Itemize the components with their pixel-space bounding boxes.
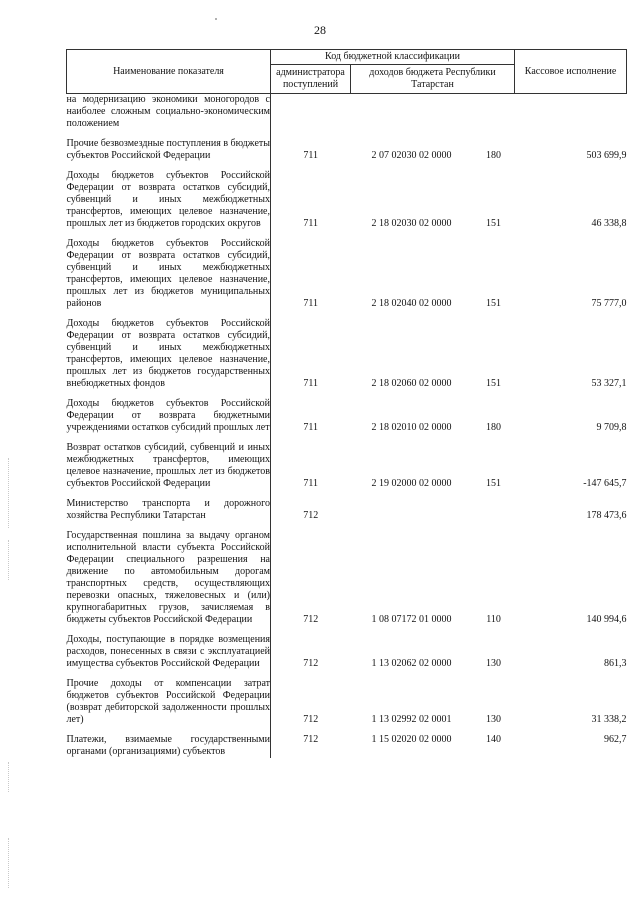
- row-spacer: [67, 390, 627, 398]
- cell-name: Государственная пошлина за выдачу органом исполнительной власти субъекта Российской Федерации специального разрешения на движение по автомобильным дорогам транспортных средств, осуществляющих перевозки опасных, тяжеловесных и (или) крупногабаритных грузов, зачисляемая в бюджеты субъектов Российской Федерации: [66, 530, 270, 625]
- cell-name: Возврат остатков субсидий, субвенций и иных межбюджетных трансфертов, имеющих целевое назначение, прошлых лет из бюджетов субъектов Российской Федерации: [66, 442, 270, 489]
- cell-sub: 180: [486, 150, 502, 161]
- table-row: [67, 498, 627, 522]
- row-spacer: [67, 162, 627, 170]
- cell-amount: 31 338,2: [591, 714, 627, 725]
- margin-mark: [8, 540, 11, 580]
- cell-admin: 711: [303, 378, 319, 389]
- row-spacer: [67, 522, 627, 530]
- cell-admin: 712: [303, 714, 319, 725]
- header-income: доходов бюджета Республики Татарстан: [351, 65, 515, 94]
- cell-sub: 151: [486, 378, 502, 389]
- cell-admin: 712: [303, 734, 319, 745]
- cell-code: 1 15 02020 02 0000: [371, 734, 452, 745]
- row-spacer: [67, 310, 627, 318]
- cell-code: [351, 498, 473, 522]
- spacer-cell: [271, 230, 627, 238]
- row-spacer: [67, 130, 627, 138]
- table-row: [67, 530, 627, 626]
- cell-code: [351, 94, 473, 131]
- cell-admin: 711: [303, 298, 319, 309]
- spacer-cell: [67, 626, 271, 634]
- margin-mark: [8, 458, 11, 528]
- cell-admin: 711: [303, 478, 319, 489]
- cell-code: 2 18 02060 02 0000: [371, 378, 452, 389]
- cell-amount: [515, 94, 627, 131]
- row-spacer: [67, 490, 627, 498]
- cell-name: Прочие доходы от компенсации затрат бюджетов субъектов Российской Федерации (возврат дебиторской задолженности прошлых лет): [66, 678, 270, 725]
- cell-code: 2 07 02030 02 0000: [371, 150, 452, 161]
- table-row: [67, 634, 627, 670]
- spacer-cell: [67, 162, 271, 170]
- cell-name: Платежи, взимаемые государственными органами (организациями) субъектов: [66, 734, 270, 757]
- table-row: [67, 734, 627, 758]
- cell-admin: 711: [303, 150, 319, 161]
- header-admin: администратора поступлений: [271, 65, 351, 94]
- spacer-cell: [271, 522, 627, 530]
- page-number: 28: [314, 23, 326, 37]
- spacer-cell: [271, 626, 627, 634]
- cell-sub: 130: [486, 714, 502, 725]
- cell-sub: 151: [486, 478, 502, 489]
- cell-code: 2 18 02010 02 0000: [371, 422, 452, 433]
- table-row: [67, 170, 627, 230]
- cell-name: Доходы, поступающие в порядке возмещения расходов, понесенных в связи с эксплуатацией имущества субъектов Российской Федерации: [66, 634, 270, 669]
- cell-name: на модернизацию экономики моногородов с наиболее сложным социально-экономическим положением: [66, 94, 270, 129]
- scan-dot: [215, 18, 217, 20]
- table-body: [67, 94, 627, 759]
- spacer-cell: [271, 490, 627, 498]
- spacer-cell: [271, 130, 627, 138]
- spacer-cell: [67, 490, 271, 498]
- spacer-cell: [271, 670, 627, 678]
- cell-sub: [473, 498, 515, 522]
- cell-code: 2 19 02000 02 0000: [371, 478, 452, 489]
- table-row: [67, 678, 627, 726]
- cell-amount: 178 473,6: [586, 510, 627, 521]
- cell-amount: 46 338,8: [591, 218, 627, 229]
- budget-table: [66, 49, 627, 758]
- spacer-cell: [271, 726, 627, 734]
- cell-admin: 711: [303, 422, 319, 433]
- row-spacer: [67, 670, 627, 678]
- spacer-cell: [271, 310, 627, 318]
- cell-amount: 962,7: [604, 734, 627, 745]
- cell-admin: [271, 94, 351, 131]
- cell-name: Доходы бюджетов субъектов Российской Федерации от возврата остатков субсидий, субвенций и иных межбюджетных трансфертов, имеющих целевое назначение, прошлых лет из бюджетов городских округов: [66, 170, 270, 229]
- spacer-cell: [271, 390, 627, 398]
- cell-sub: 180: [486, 422, 502, 433]
- header-name: Наименование показателя: [67, 50, 271, 94]
- spacer-cell: [67, 310, 271, 318]
- cell-amount: 9 709,8: [596, 422, 627, 433]
- spacer-cell: [67, 130, 271, 138]
- cell-sub: 151: [486, 218, 502, 229]
- row-spacer: [67, 230, 627, 238]
- cell-sub: [473, 94, 515, 131]
- cell-sub: 151: [486, 298, 502, 309]
- margin-mark: [8, 838, 11, 888]
- cell-amount: 503 699,9: [586, 150, 627, 161]
- cell-code: 2 18 02040 02 0000: [371, 298, 452, 309]
- spacer-cell: [67, 434, 271, 442]
- cell-sub: 130: [486, 658, 502, 669]
- cell-admin: 712: [303, 658, 319, 669]
- cell-name: Доходы бюджетов субъектов Российской Федерации от возврата бюджетными учреждениями остатков субсидий прошлых лет: [66, 398, 270, 433]
- cell-admin: 712: [303, 510, 319, 521]
- cell-amount: 75 777,0: [591, 298, 627, 309]
- row-spacer: [67, 726, 627, 734]
- cell-admin: 711: [303, 218, 319, 229]
- cell-name: Прочие безвозмездные поступления в бюджеты субъектов Российской Федерации: [66, 138, 270, 161]
- cell-code: 1 08 07172 01 0000: [371, 614, 452, 625]
- table-row: [67, 238, 627, 310]
- spacer-cell: [67, 230, 271, 238]
- spacer-cell: [67, 390, 271, 398]
- cell-name: Доходы бюджетов субъектов Российской Федерации от возврата остатков субсидий, субвенций и иных межбюджетных трансфертов, имеющих целевое назначение, прошлых лет из бюджетов государственных внебюджетных фондов: [66, 318, 270, 389]
- table-row: [67, 138, 627, 162]
- table-row: [67, 318, 627, 390]
- cell-name: Доходы бюджетов субъектов Российской Федерации от возврата остатков субсидий, субвенций и иных межбюджетных трансфертов, имеющих целевое назначение, прошлых лет из бюджетов муниципальных районов: [66, 238, 270, 309]
- table-row: [67, 94, 627, 131]
- spacer-cell: [67, 670, 271, 678]
- spacer-cell: [67, 726, 271, 734]
- cell-admin: 712: [303, 614, 319, 625]
- cell-code: 2 18 02030 02 0000: [371, 218, 452, 229]
- header-code-group: Код бюджетной классификации: [271, 50, 515, 65]
- row-spacer: [67, 434, 627, 442]
- spacer-cell: [271, 434, 627, 442]
- cell-code: 1 13 02062 02 0000: [371, 658, 452, 669]
- spacer-cell: [271, 162, 627, 170]
- spacer-cell: [67, 522, 271, 530]
- cell-sub: 110: [486, 614, 501, 625]
- row-spacer: [67, 626, 627, 634]
- margin-mark: [8, 762, 11, 792]
- table-row: [67, 398, 627, 434]
- cell-code: 1 13 02992 02 0001: [371, 714, 452, 725]
- header-exec: Кассовое исполнение: [515, 50, 627, 94]
- table-row: [67, 442, 627, 490]
- cell-amount: 861,3: [604, 658, 627, 669]
- cell-sub: 140: [486, 734, 502, 745]
- cell-amount: 53 327,1: [591, 378, 627, 389]
- cell-amount: 140 994,6: [586, 614, 627, 625]
- cell-amount: -147 645,7: [583, 478, 627, 489]
- cell-name: Министерство транспорта и дорожного хозяйства Республики Татарстан: [66, 498, 270, 521]
